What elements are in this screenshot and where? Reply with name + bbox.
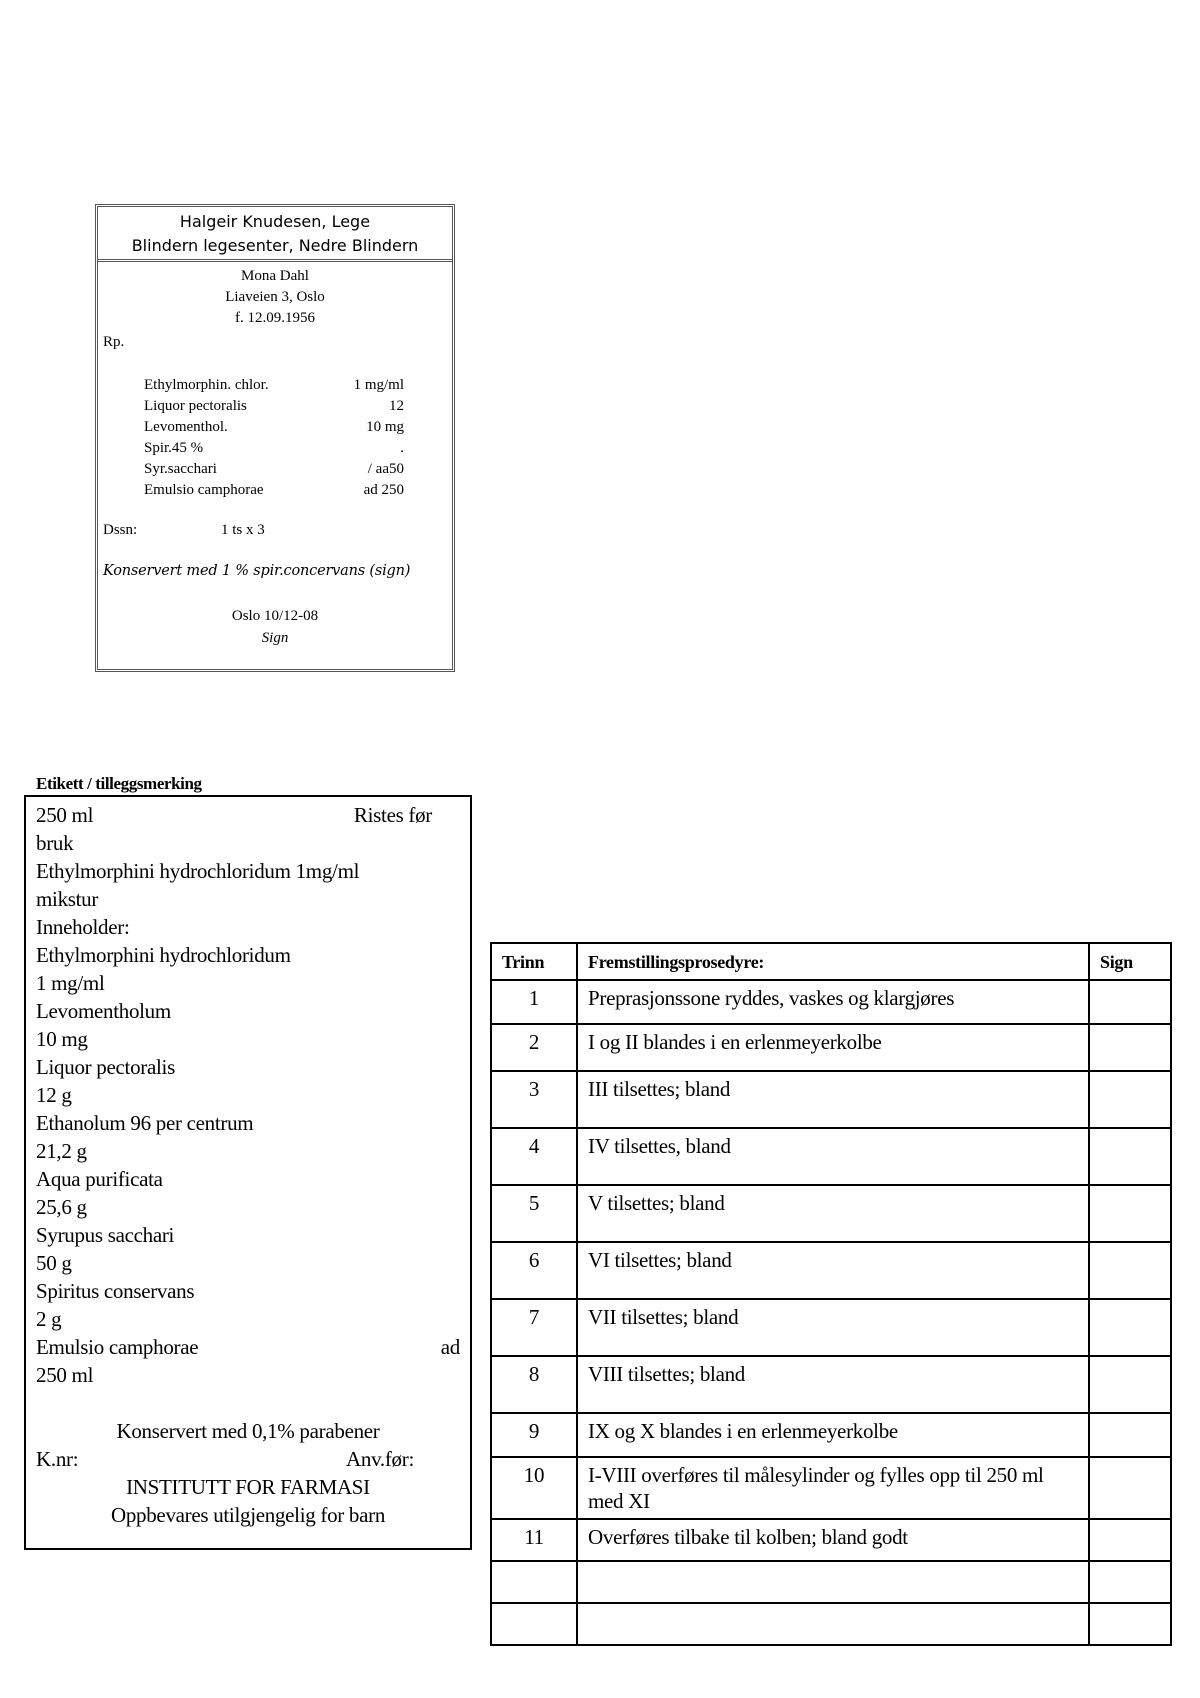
label-item-amount: 250 ml (36, 1363, 94, 1387)
label-item-amount: 1 mg/ml (36, 971, 105, 995)
rx-ingredient-amount: 12 (389, 398, 404, 414)
step-number: 1 (491, 980, 577, 1024)
rx-ingredient-row (144, 438, 404, 459)
label-item-name: Syrupus sacchari (36, 1223, 175, 1247)
table-row (491, 1561, 1171, 1603)
label-item-amount: 2 g (36, 1307, 62, 1331)
table-row (491, 1457, 1171, 1519)
step-text: VI tilsettes; bland (577, 1242, 1089, 1299)
table-row (491, 1519, 1171, 1561)
sign-cell[interactable] (1089, 1413, 1171, 1457)
table-row (491, 1603, 1171, 1645)
rx-ingredient-name: Levomenthol. (144, 419, 228, 435)
doctor-header (98, 207, 452, 262)
label-anv: Anv.før: (346, 1447, 414, 1471)
step-text (577, 1603, 1089, 1645)
label-item-amount: 10 mg (36, 1027, 88, 1051)
rx-ingredient-row (144, 396, 404, 417)
rx-ingredient-list (144, 375, 404, 501)
table-row (491, 1024, 1171, 1071)
step-number: 5 (491, 1185, 577, 1242)
patient-info (98, 266, 452, 329)
col-step-header: Trinn (491, 943, 577, 980)
sign-cell[interactable] (1089, 1519, 1171, 1561)
step-number: 3 (491, 1071, 577, 1128)
col-sign-header: Sign (1089, 943, 1171, 980)
rx-ingredient-name: Emulsio camphorae (144, 482, 264, 498)
label-item-name: Aqua purificata (36, 1167, 163, 1191)
rx-ingredient-row (144, 375, 404, 396)
label-item-amount: 50 g (36, 1251, 72, 1275)
label-item-name: Ethanolum 96 per centrum (36, 1111, 254, 1135)
rx-ingredient-amount: / aa50 (367, 461, 404, 477)
table-row (491, 980, 1171, 1024)
label-item-ad: ad (440, 1335, 460, 1359)
label-item-name: Liquor pectoralis (36, 1055, 175, 1079)
label-contains: Inneholder: (36, 915, 130, 939)
label-preserved: Konservert med 0,1% parabener (116, 1419, 380, 1443)
step-text: VIII tilsettes; bland (577, 1356, 1089, 1413)
label-heading: Etikett / tilleggsmerking (36, 774, 202, 793)
table-row (491, 1299, 1171, 1356)
step-text: V tilsettes; bland (577, 1185, 1089, 1242)
table-header-row (491, 943, 1171, 980)
rx-ingredient-row (144, 459, 404, 480)
label-volume: 250 ml (36, 803, 94, 827)
label-institute: INSTITUTT FOR FARMASI (126, 1475, 370, 1499)
rx-ingredient-amount: 1 mg/ml (353, 377, 404, 393)
table-row (491, 1242, 1171, 1299)
label-knr-line (36, 1445, 460, 1473)
step-number (491, 1561, 577, 1603)
sign-cell[interactable] (1089, 1128, 1171, 1185)
label-shake-cont: bruk (36, 831, 74, 855)
label-item-name: Emulsio camphorae (36, 1335, 199, 1359)
dssn-value: 1 ts x 3 (221, 522, 265, 538)
rp-label: Rp. (103, 334, 125, 350)
table-row (491, 1128, 1171, 1185)
patient-address: Liaveien 3, Oslo (225, 289, 325, 305)
step-number: 8 (491, 1356, 577, 1413)
sign-cell[interactable] (1089, 1561, 1171, 1603)
rx-ingredient-name: Ethylmorphin. chlor. (144, 377, 269, 393)
table-row (491, 1185, 1171, 1242)
step-number: 7 (491, 1299, 577, 1356)
step-number (491, 1603, 577, 1645)
label-item-amount: 25,6 g (36, 1195, 87, 1219)
col-procedure-header: Fremstillingsprosedyre: (577, 943, 1089, 980)
rx-ingredient-name: Liquor pectoralis (144, 398, 247, 414)
step-text: I-VIII overføres til målesylinder og fylles opp til 250 ml med XI (577, 1457, 1089, 1519)
label-product: Ethylmorphini hydrochloridum 1mg/ml (36, 859, 360, 883)
step-text: Overføres tilbake til kolben; bland godt (577, 1519, 1089, 1561)
rx-ingredient-amount: 10 mg (366, 419, 404, 435)
table-row (491, 1413, 1171, 1457)
label-item-name: Levomentholum (36, 999, 171, 1023)
rx-ingredient-row (144, 417, 404, 438)
label-volume-line (36, 801, 460, 829)
step-number: 2 (491, 1024, 577, 1071)
sign-cell[interactable] (1089, 980, 1171, 1024)
sign-cell[interactable] (1089, 1299, 1171, 1356)
sign-cell[interactable] (1089, 1457, 1171, 1519)
label-spacer (36, 1389, 460, 1417)
clinic-name: Blindern legesenter, Nedre Blindern (131, 236, 419, 255)
label-item-name: Spiritus conservans (36, 1279, 195, 1303)
label-last-item (36, 1333, 460, 1361)
label-item-amount: 21,2 g (36, 1139, 87, 1163)
step-number: 4 (491, 1128, 577, 1185)
rx-ingredient-amount: ad 250 (363, 482, 404, 498)
sign-cell[interactable] (1089, 1603, 1171, 1645)
table-row (491, 1356, 1171, 1413)
sign-cell[interactable] (1089, 1242, 1171, 1299)
prescription-card (95, 204, 455, 672)
rx-ingredient-name: Syr.sacchari (144, 461, 217, 477)
rx-ingredient-name: Spir.45 % (144, 440, 204, 456)
procedure-table (490, 942, 1172, 1646)
doctor-name: Halgeir Knudesen, Lege (179, 212, 371, 231)
step-number: 9 (491, 1413, 577, 1457)
step-number: 6 (491, 1242, 577, 1299)
table-row (491, 1071, 1171, 1128)
dosage-line (103, 522, 403, 539)
step-text: III tilsettes; bland (577, 1071, 1089, 1128)
patient-name: Mona Dahl (241, 268, 309, 284)
prescription-date: Oslo 10/12-08 (231, 608, 319, 624)
step-text: IX og X blandes i en erlenmeyerkolbe (577, 1413, 1089, 1457)
label-item-name: Ethylmorphini hydrochloridum (36, 943, 291, 967)
step-text: Preprasjonssone ryddes, vaskes og klargjøres (577, 980, 1089, 1024)
label-item-amount: 12 g (36, 1083, 72, 1107)
patient-dob: f. 12.09.1956 (235, 310, 315, 326)
sign-cell[interactable] (1089, 1024, 1171, 1071)
step-text: IV tilsettes, bland (577, 1128, 1089, 1185)
rx-ingredient-amount: . (400, 440, 404, 456)
sign-cell[interactable] (1089, 1071, 1171, 1128)
medicine-label (24, 795, 472, 1550)
dssn-label: Dssn: (103, 522, 138, 538)
step-text: VII tilsettes; bland (577, 1299, 1089, 1356)
step-number: 11 (491, 1519, 577, 1561)
label-form: mikstur (36, 887, 99, 911)
sign-cell[interactable] (1089, 1185, 1171, 1242)
step-number: 10 (491, 1457, 577, 1519)
step-text: I og II blandes i en erlenmeyerkolbe (577, 1024, 1089, 1071)
sign-cell[interactable] (1089, 1356, 1171, 1413)
label-storage: Oppbevares utilgjengelig for barn (110, 1503, 386, 1527)
rx-ingredient-row (144, 480, 404, 501)
preservation-note: Konservert med 1 % spir.concervans (sign) (103, 563, 411, 579)
date-signature-block (98, 605, 452, 649)
doctor-signature: Sign (261, 630, 289, 646)
label-knr: K.nr: (36, 1447, 79, 1471)
label-shake: Ristes før (353, 803, 432, 827)
step-text (577, 1561, 1089, 1603)
